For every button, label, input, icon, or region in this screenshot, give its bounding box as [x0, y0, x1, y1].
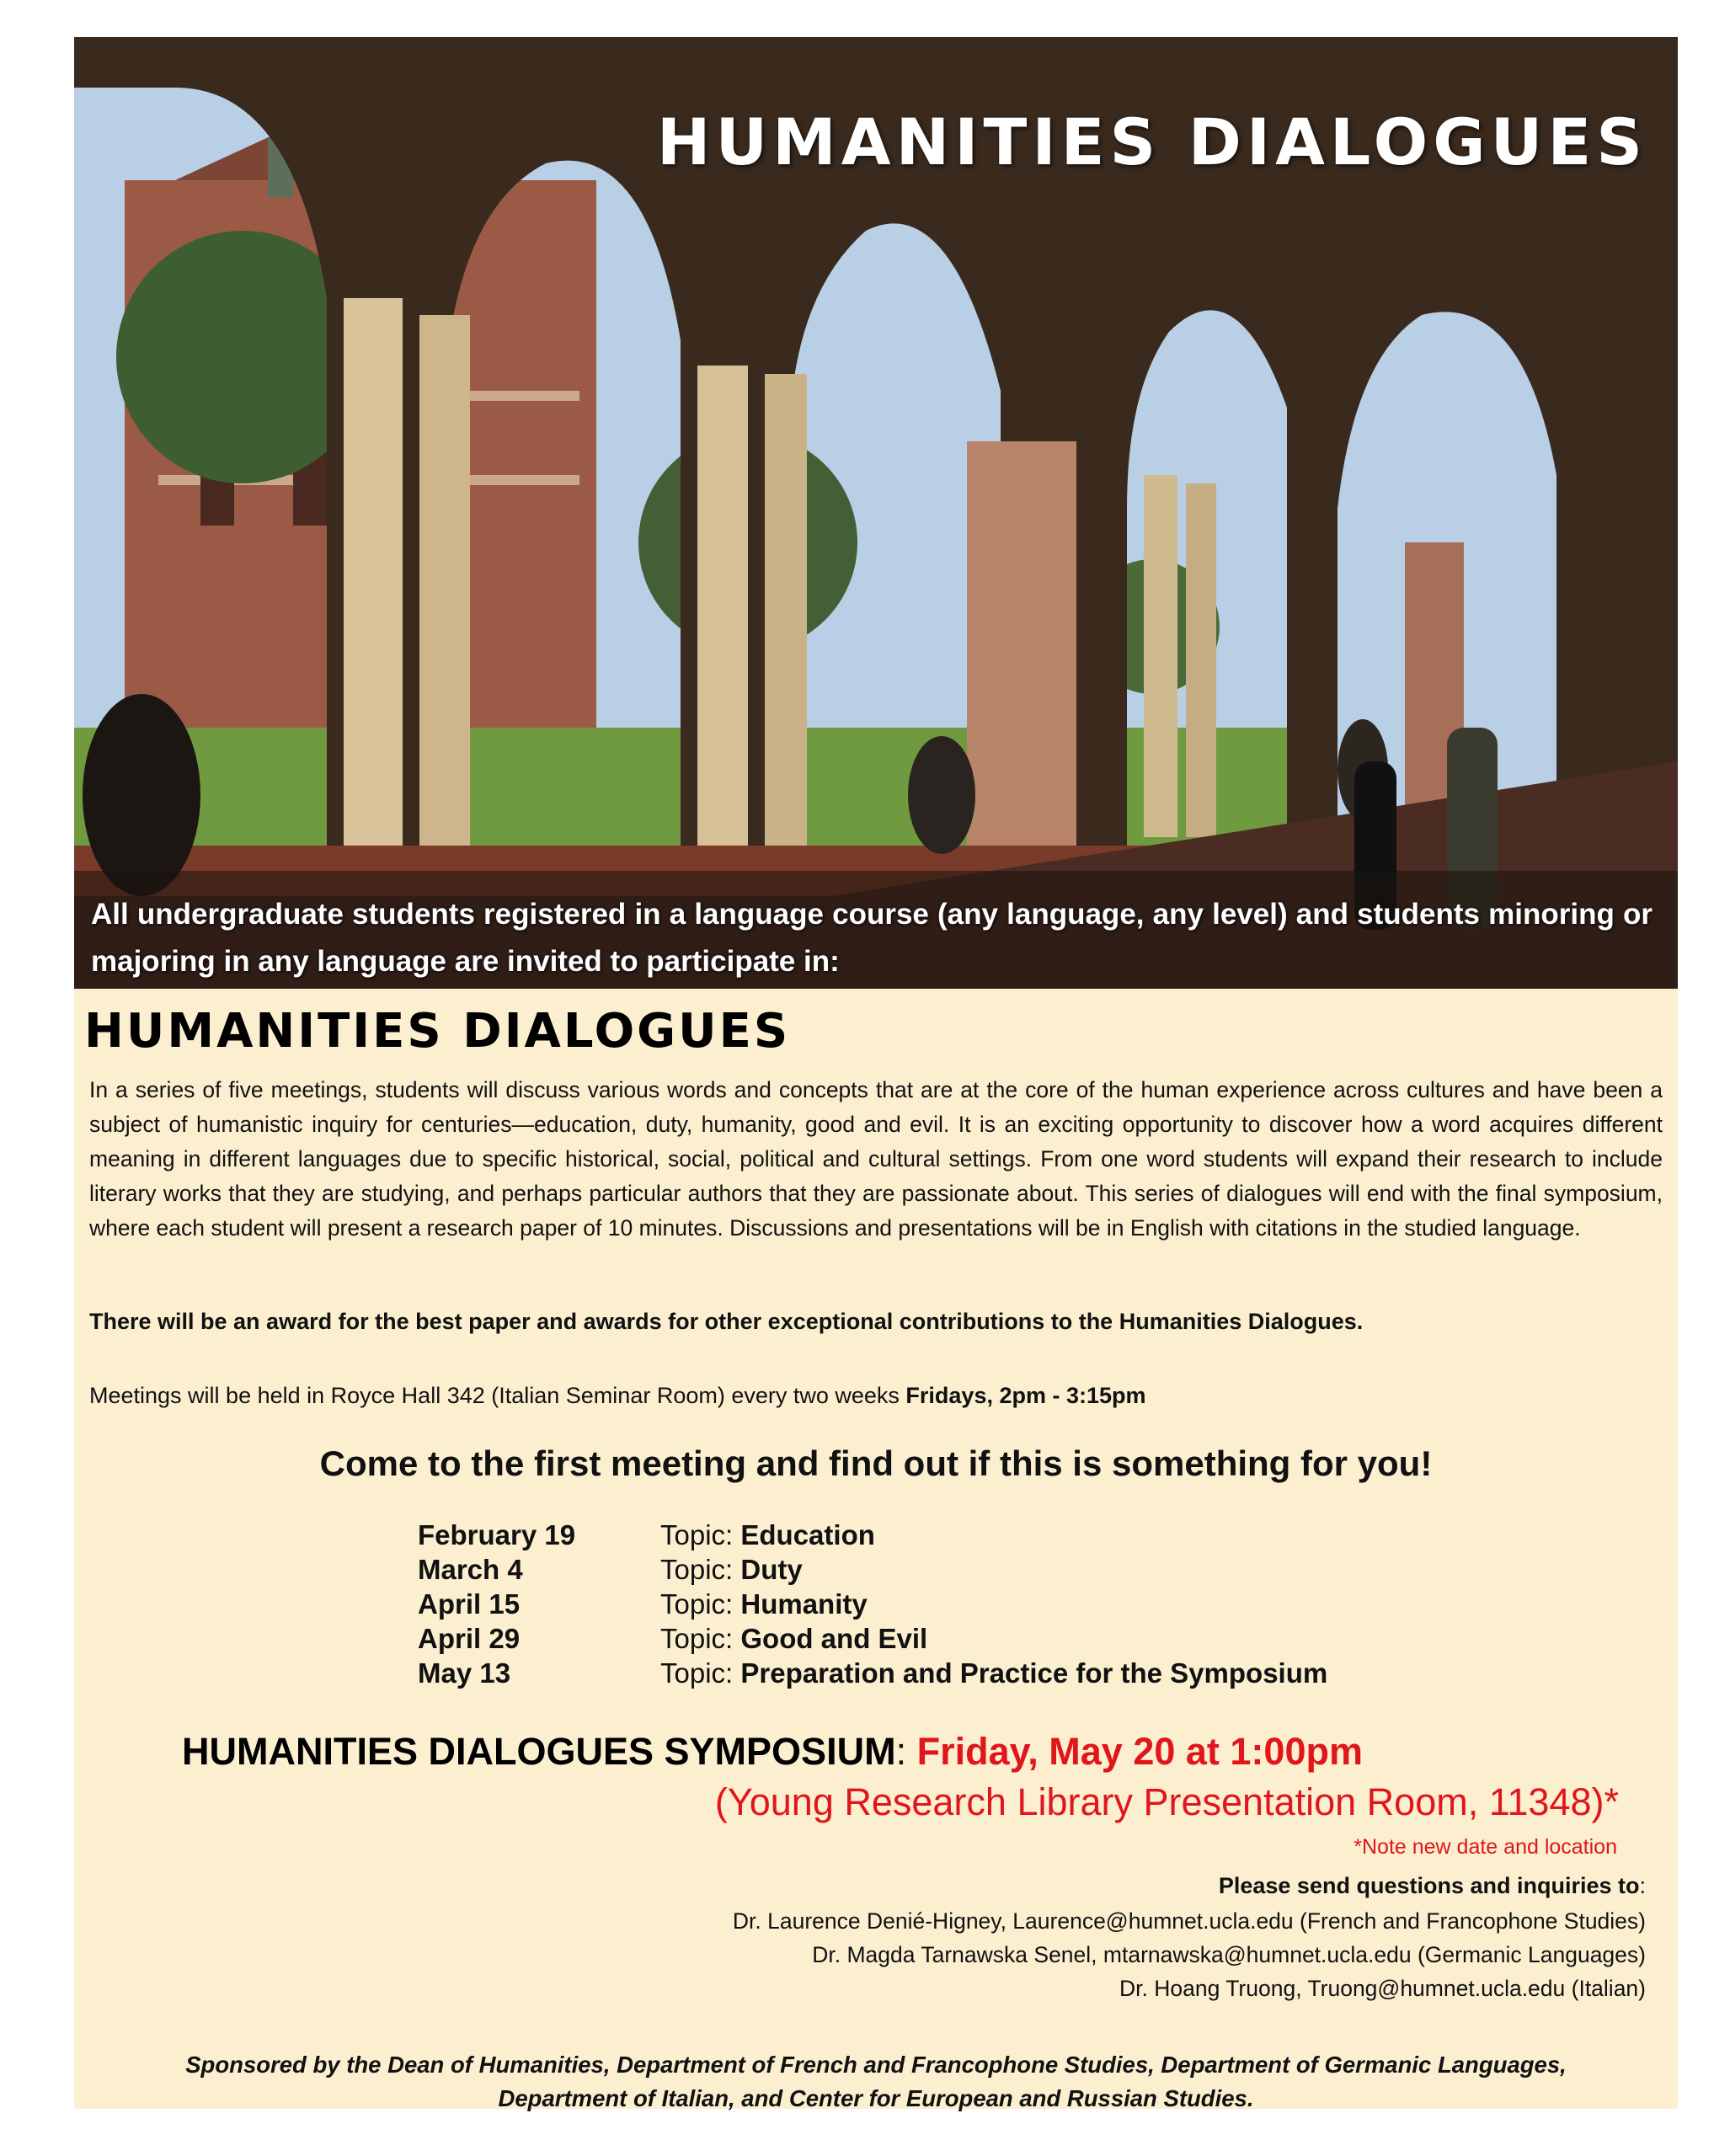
award-statement: There will be an award for the best paper and awards for other exceptional contributions to the Humanities Dialogues.	[89, 1309, 1364, 1334]
topic-label: Topic:	[660, 1623, 741, 1654]
meetings-location: Meetings will be held in Royce Hall 342 (Italian Seminar Room) every two weeks	[89, 1383, 906, 1408]
schedule-topic	[660, 1623, 927, 1655]
contact-line: Dr. Magda Tarnawska Senel, mtarnawska@humnet.ucla.edu (Germanic Languages)	[812, 1942, 1646, 1967]
topic-label: Topic:	[660, 1657, 741, 1689]
schedule-topic	[660, 1588, 868, 1620]
topic-label: Topic:	[660, 1554, 741, 1585]
topic-label: Topic:	[660, 1588, 741, 1620]
hero-photo	[74, 37, 1678, 989]
schedule-date: May 13	[418, 1657, 511, 1689]
symposium-note: *Note new date and location	[1354, 1835, 1617, 1859]
symposium-separator: :	[895, 1730, 917, 1773]
contact-line: Dr. Laurence Denié-Higney, Laurence@humnet.ucla.edu (French and Francophone Studies)	[732, 1908, 1646, 1934]
contacts-heading-suffix: :	[1639, 1873, 1646, 1898]
contact-line: Dr. Hoang Truong, Truong@humnet.ucla.edu (Italian)	[1119, 1976, 1646, 2001]
poster	[74, 37, 1678, 2109]
topic-name: Duty	[740, 1554, 803, 1585]
symposium-location: (Young Research Library Presentation Room, 11348)*	[714, 1780, 1619, 1823]
meetings-info	[89, 1383, 1146, 1409]
symposium-heading	[182, 1730, 1363, 1774]
arcade-illustration	[74, 37, 1678, 989]
schedule-topic	[660, 1657, 1327, 1689]
schedule-topic	[660, 1554, 803, 1586]
symposium-label: HUMANITIES DIALOGUES SYMPOSIUM	[182, 1730, 896, 1773]
schedule-date: April 15	[418, 1588, 521, 1620]
call-to-action: Come to the first meeting and find out if this is something for you!	[319, 1444, 1433, 1483]
contacts-heading-text: Please send questions and inquiries to	[1218, 1873, 1640, 1898]
meetings-time: Fridays, 2pm - 3:15pm	[905, 1383, 1146, 1408]
topic-name: Good and Evil	[740, 1623, 928, 1654]
description-paragraph: In a series of five meetings, students will discuss various words and concepts that are at the core of the human experience across cultures and have been a subject of humanistic inquiry for centuries—education, duty, humanity, good and evil. It is an exciting opportunity to discover how a word acquires different meaning in different languages due to specific historical, social, political and cultural settings. From one word students will expand their research to include literary works that they are studying, and perhaps particular authors that they are passionate about. This series of dialogues will end with the final symposium, where each student will present a research paper of 10 minutes. Discussions and presentations will be in English with citations in the studied language.	[89, 1077, 1663, 1241]
topic-label: Topic:	[660, 1519, 741, 1550]
sponsor-statement	[74, 2048, 1678, 2116]
topic-name: Preparation and Practice for the Symposium	[740, 1657, 1328, 1689]
topic-name: Humanity	[740, 1588, 868, 1620]
contacts-heading	[1219, 1873, 1646, 1899]
schedule-topic	[660, 1519, 875, 1551]
sponsor-line: Sponsored by the Dean of Humanities, Department of French and Francophone Studies, Department of Germanic Languages,	[185, 2052, 1567, 2078]
hero-intro-text: All undergraduate students registered in a language course (any language, any level) and students minoring or majoring in any language are invited to participate in:	[91, 898, 1653, 978]
schedule-date: April 29	[418, 1623, 521, 1654]
schedule-date: February 19	[418, 1519, 576, 1550]
symposium-date: Friday, May 20 at 1:00pm	[916, 1730, 1363, 1773]
hero-title: HUMANITIES DIALOGUES	[656, 104, 1647, 179]
topic-name: Education	[740, 1519, 875, 1550]
schedule-date: March 4	[418, 1554, 523, 1585]
sponsor-line: Department of Italian, and Center for European and Russian Studies.	[498, 2085, 1254, 2111]
section-title: HUMANITIES DIALOGUES	[84, 1004, 791, 1059]
